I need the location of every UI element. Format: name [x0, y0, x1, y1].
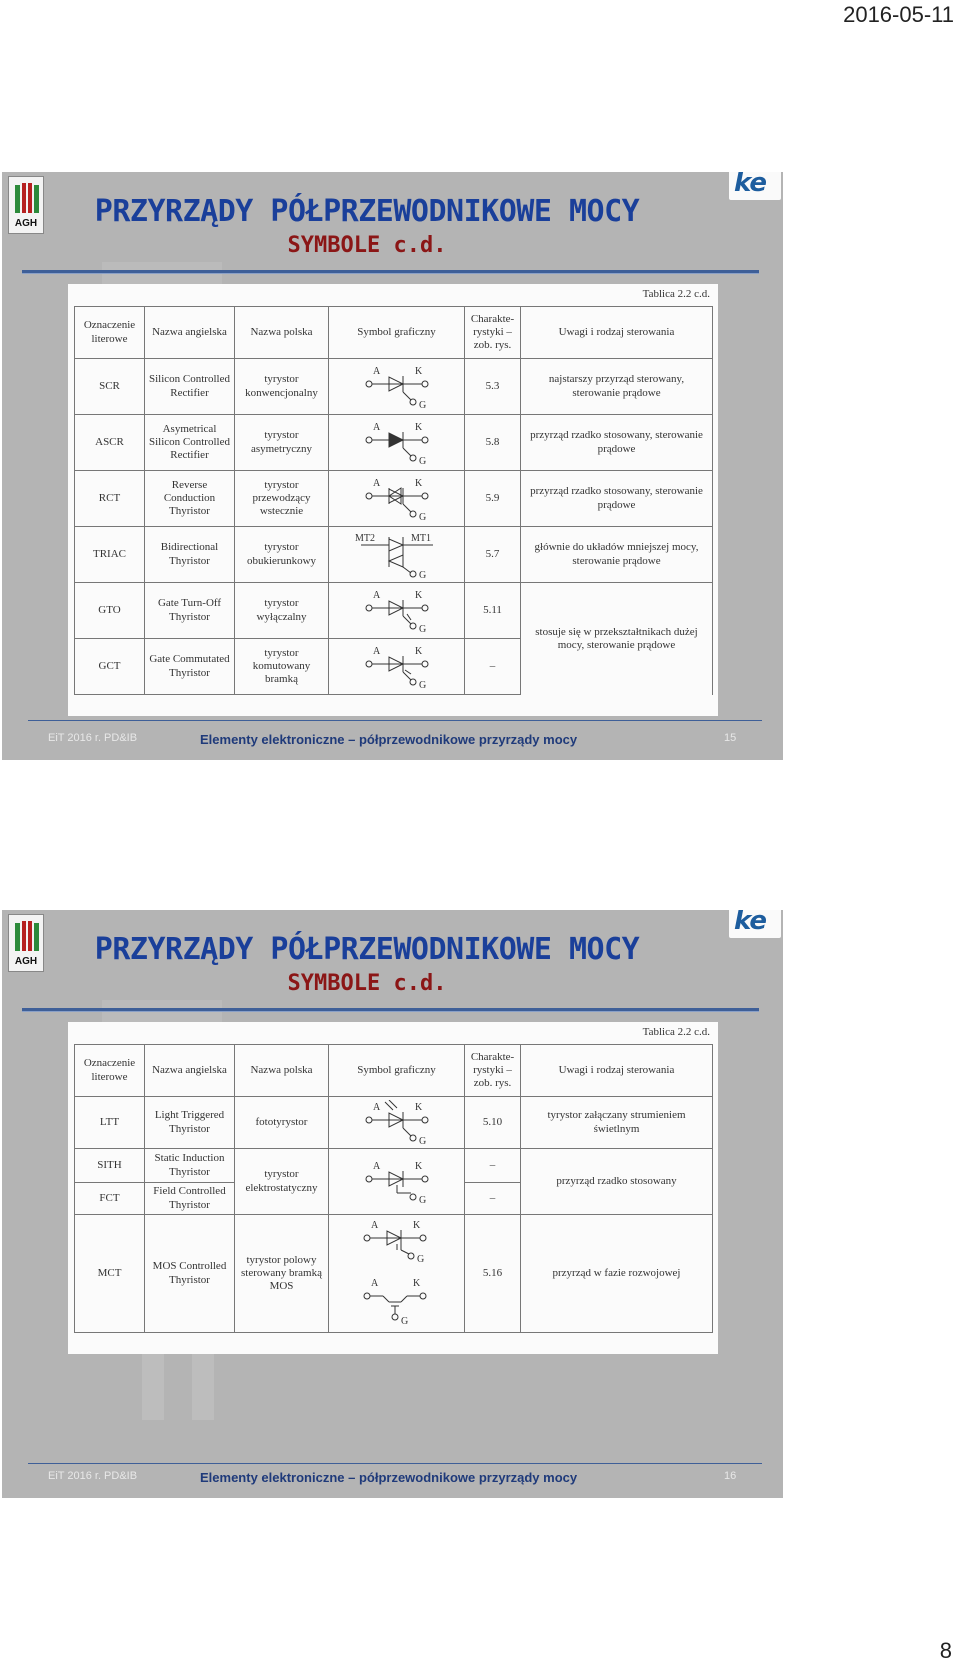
agh-logo-text: AGH [14, 956, 38, 967]
table-row [75, 1097, 713, 1149]
svg-text:G: G [418, 623, 426, 634]
footer-author: EiT 2016 r. PD&IB [48, 732, 138, 744]
svg-text:K: K [414, 1160, 422, 1172]
cell-english: Static Induction Thyristor [145, 1149, 235, 1183]
cell-code: ASCR [75, 415, 145, 471]
cell-notes: tyrystor załączany strumieniem świetlnym [521, 1097, 713, 1149]
table-row [75, 1215, 713, 1333]
cell-code: MCT [75, 1215, 145, 1333]
cell-english: Asymetrical Silicon Controlled Rectifier [145, 415, 235, 471]
cell-symbol [329, 527, 465, 583]
footer-course-title: Elementy elektroniczne – półprzewodnikowe przyrządy mocy [200, 1470, 578, 1485]
title-divider [22, 1008, 759, 1012]
slide-15 [2, 172, 783, 760]
svg-text:G: G [418, 1135, 426, 1146]
cell-notes: przyrząd rzadko stosowany, sterowanie prądowe [521, 471, 713, 527]
thyristor-symbol-icon [349, 364, 445, 410]
header-polish: Nazwa polska [235, 1045, 329, 1097]
cell-code: SCR [75, 359, 145, 415]
svg-text:K: K [414, 421, 422, 433]
header-characteristics: Charakte-rystyki – zob. rys. [465, 1045, 521, 1097]
cell-characteristics: 5.16 [465, 1215, 521, 1333]
cell-characteristics: 5.7 [465, 527, 521, 583]
svg-text:K: K [414, 365, 422, 377]
cell-characteristics: – [465, 1149, 521, 1183]
svg-text:A: A [372, 421, 380, 433]
svg-text:G: G [418, 399, 426, 410]
svg-text:G: G [400, 1315, 408, 1327]
cell-symbol [329, 415, 465, 471]
mos-controlled-thyristor-symbol-icon [347, 1218, 447, 1330]
symbols-table [74, 1044, 713, 1333]
header-notes: Uwagi i rodzaj sterowania [521, 1045, 713, 1097]
cell-symbol [329, 1097, 465, 1149]
table-row [75, 471, 713, 527]
footer-course-title: Elementy elektroniczne – półprzewodnikowe przyrządy mocy [200, 732, 578, 747]
cell-polish: fototyrystor [235, 1097, 329, 1149]
header-symbol: Symbol graficzny [329, 307, 465, 359]
table-row [75, 527, 713, 583]
footer-divider [28, 720, 762, 721]
cell-code: RCT [75, 471, 145, 527]
cell-polish: tyrystor konwencjonalny [235, 359, 329, 415]
page-date: 2016-05-11 [843, 2, 954, 27]
cell-code: SITH [75, 1149, 145, 1183]
cell-polish: tyrystor elektrostatyczny [235, 1149, 329, 1215]
table-header-row [75, 307, 713, 359]
gct-thyristor-symbol-icon [349, 644, 445, 690]
cell-english: Gate Commutated Thyristor [145, 639, 235, 695]
cell-symbol [329, 639, 465, 695]
cell-characteristics: 5.10 [465, 1097, 521, 1149]
svg-text:K: K [414, 477, 422, 489]
table-row [75, 415, 713, 471]
svg-text:A: A [370, 1219, 378, 1231]
gto-thyristor-symbol-icon [349, 588, 445, 634]
cell-notes: przyrząd rzadko stosowany [521, 1149, 713, 1215]
svg-text:A: A [372, 365, 380, 377]
cell-code: GTO [75, 583, 145, 639]
svg-text:A: A [372, 645, 380, 657]
header-english: Nazwa angielska [145, 307, 235, 359]
title-divider [22, 270, 759, 274]
svg-text:K: K [414, 1101, 422, 1113]
cell-characteristics: 5.11 [465, 583, 521, 639]
static-induction-thyristor-symbol-icon [349, 1159, 445, 1205]
cell-english: MOS Controlled Thyristor [145, 1215, 235, 1333]
cell-symbol [329, 359, 465, 415]
cell-polish: tyrystor asymetryczny [235, 415, 329, 471]
ke-logo: ke [729, 910, 781, 938]
svg-text:K: K [414, 589, 422, 601]
svg-text:K: K [412, 1219, 420, 1231]
svg-text:A: A [370, 1277, 378, 1289]
cell-notes: stosuje się w przekształtnikach dużej mocy, sterowanie prądowe [521, 583, 713, 695]
reverse-conducting-thyristor-symbol-icon [349, 476, 445, 522]
cell-polish: tyrystor wyłączalny [235, 583, 329, 639]
slide-number: 16 [724, 1470, 737, 1482]
cell-english: Gate Turn-Off Thyristor [145, 583, 235, 639]
cell-characteristics: 5.8 [465, 415, 521, 471]
asymmetric-thyristor-symbol-icon [349, 420, 445, 466]
slide-subtitle: SYMBOLE c.d. [287, 971, 447, 996]
symbols-table [74, 306, 713, 695]
cell-symbol [329, 471, 465, 527]
svg-text:A: A [372, 589, 380, 601]
svg-text:G: G [418, 569, 426, 579]
svg-text:A: A [372, 477, 380, 489]
cell-characteristics: – [465, 1183, 521, 1215]
cell-notes: przyrząd w fazie rozwojowej [521, 1215, 713, 1333]
svg-text:MT1: MT1 [410, 532, 431, 544]
cell-english: Field Controlled Thyristor [145, 1183, 235, 1215]
svg-text:G: G [416, 1253, 424, 1265]
table-tag: Tablica 2.2 c.d. [642, 288, 710, 300]
cell-english: Light Triggered Thyristor [145, 1097, 235, 1149]
cell-polish: tyrystor polowy sterowany bramką MOS [235, 1215, 329, 1333]
footer-author: EiT 2016 r. PD&IB [48, 1470, 138, 1482]
svg-text:G: G [418, 511, 426, 522]
header-polish: Nazwa polska [235, 307, 329, 359]
cell-english: Reverse Conduction Thyristor [145, 471, 235, 527]
cell-english: Silicon Controlled Rectifier [145, 359, 235, 415]
cell-notes: najstarszy przyrząd sterowany, sterowanie prądowe [521, 359, 713, 415]
cell-polish: tyrystor przewodzący wstecznie [235, 471, 329, 527]
cell-symbol [329, 583, 465, 639]
page-number: 8 [939, 1638, 952, 1663]
ke-logo: ke [729, 172, 781, 200]
footer-divider [28, 1463, 762, 1464]
slide-subtitle: SYMBOLE c.d. [287, 233, 447, 258]
header-characteristics: Charakte-rystyki – zob. rys. [465, 307, 521, 359]
cell-characteristics: 5.9 [465, 471, 521, 527]
cell-notes: przyrząd rzadko stosowany, sterowanie prądowe [521, 415, 713, 471]
svg-text:G: G [418, 455, 426, 466]
header-notes: Uwagi i rodzaj sterowania [521, 307, 713, 359]
cell-notes: głównie do układów mniejszej mocy, sterowanie prądowe [521, 527, 713, 583]
symbols-table-image [68, 1022, 718, 1354]
header-english: Nazwa angielska [145, 1045, 235, 1097]
table-header-row [75, 1045, 713, 1097]
cell-characteristics: – [465, 639, 521, 695]
svg-text:A: A [372, 1160, 380, 1172]
svg-text:G: G [418, 679, 426, 690]
cell-polish: tyrystor obukierunkowy [235, 527, 329, 583]
table-row [75, 359, 713, 415]
table-row [75, 1149, 713, 1183]
header-code: Oznaczenie literowe [75, 1045, 145, 1097]
cell-code: FCT [75, 1183, 145, 1215]
svg-text:K: K [412, 1277, 420, 1289]
cell-code: LTT [75, 1097, 145, 1149]
slide-title: PRZYRZĄDY PÓŁPRZEWODNIKOWE MOCY [94, 194, 640, 229]
table-row [75, 583, 713, 639]
cell-code: TRIAC [75, 527, 145, 583]
cell-symbol [329, 1149, 465, 1215]
cell-code: GCT [75, 639, 145, 695]
svg-text:K: K [414, 645, 422, 657]
header-code: Oznaczenie literowe [75, 307, 145, 359]
svg-text:G: G [418, 1194, 426, 1205]
light-triggered-thyristor-symbol-icon [349, 1100, 445, 1146]
symbols-table-image [68, 284, 718, 716]
slide-title: PRZYRZĄDY PÓŁPRZEWODNIKOWE MOCY [94, 932, 640, 967]
svg-text:A: A [372, 1101, 380, 1113]
slide-number: 15 [724, 732, 737, 744]
cell-english: Bidirectional Thyristor [145, 527, 235, 583]
cell-symbol [329, 1215, 465, 1333]
agh-logo-text: AGH [14, 218, 38, 229]
triac-symbol-icon [347, 531, 447, 579]
table-tag: Tablica 2.2 c.d. [642, 1026, 710, 1038]
header-symbol: Symbol graficzny [329, 1045, 465, 1097]
cell-characteristics: 5.3 [465, 359, 521, 415]
slide-16 [2, 910, 783, 1498]
svg-text:MT2: MT2 [354, 532, 375, 544]
cell-polish: tyrystor komutowany bramką [235, 639, 329, 695]
